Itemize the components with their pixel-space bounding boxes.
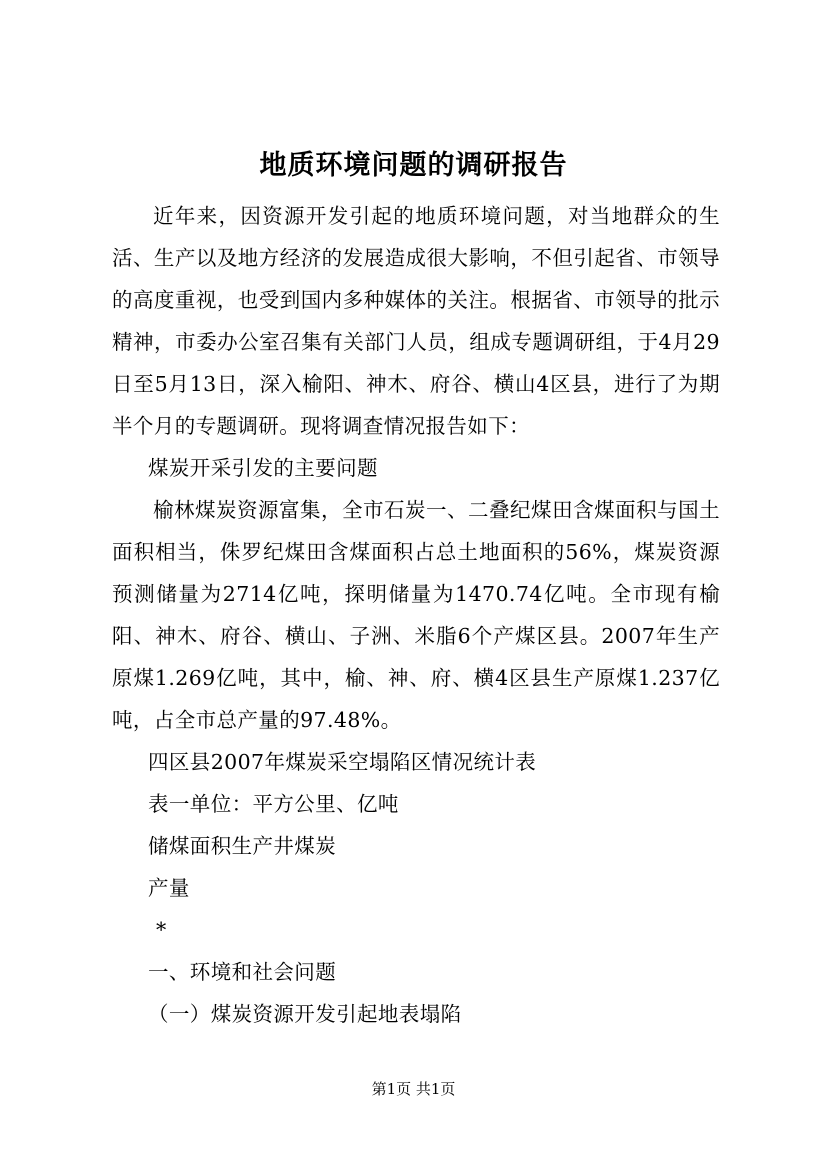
table-caption: 四区县2007年煤炭采空塌陷区情况统计表	[148, 750, 537, 774]
table-header-line-2: 产量	[148, 876, 190, 900]
document-title: 地质环境问题的调研报告	[259, 150, 568, 181]
document-body	[112, 195, 720, 1035]
section-heading-environment-social: 一、环境和社会问题	[148, 960, 337, 984]
coal-resources-paragraph: 榆林煤炭资源富集，全市石炭一、二叠纪煤田含煤面积与国土面积相当，侏罗纪煤田含煤面积占总土地面积的56%，煤炭资源预测储量为2714亿吨，探明储量为1470.74亿吨。全市现有榆阳、神木、府谷、横山、子洲、米脂6个产煤区县。2007年生产原煤1.269亿吨，其中，榆、神、府、横4区县生产原煤1.237亿吨，占全市总产量的97.48%。	[112, 498, 720, 732]
intro-paragraph: 近年来，因资源开发引起的地质环境问题，对当地群众的生活、生产以及地方经济的发展造成很大影响，不但引起省、市领导的高度重视，也受到国内多种媒体的关注。根据省、市领导的批示精神，市委办公室召集有关部门人员，组成专题调研组，于4月29日至5月13日，深入榆阳、神木、府谷、横山4区县，进行了为期半个月的专题调研。现将调查情况报告如下：	[112, 204, 720, 438]
asterisk-line: *	[156, 918, 167, 942]
section-heading-main-problems: 煤炭开采引发的主要问题	[148, 456, 378, 480]
page-footer: 第1页 共1页	[371, 1080, 456, 1098]
table-header-line: 储煤面积生产井煤炭	[148, 834, 337, 858]
subsection-heading-subsidence: （一）煤炭资源开发引起地表塌陷	[148, 1002, 462, 1026]
table-unit-line: 表一单位：平方公里、亿吨	[148, 792, 399, 816]
